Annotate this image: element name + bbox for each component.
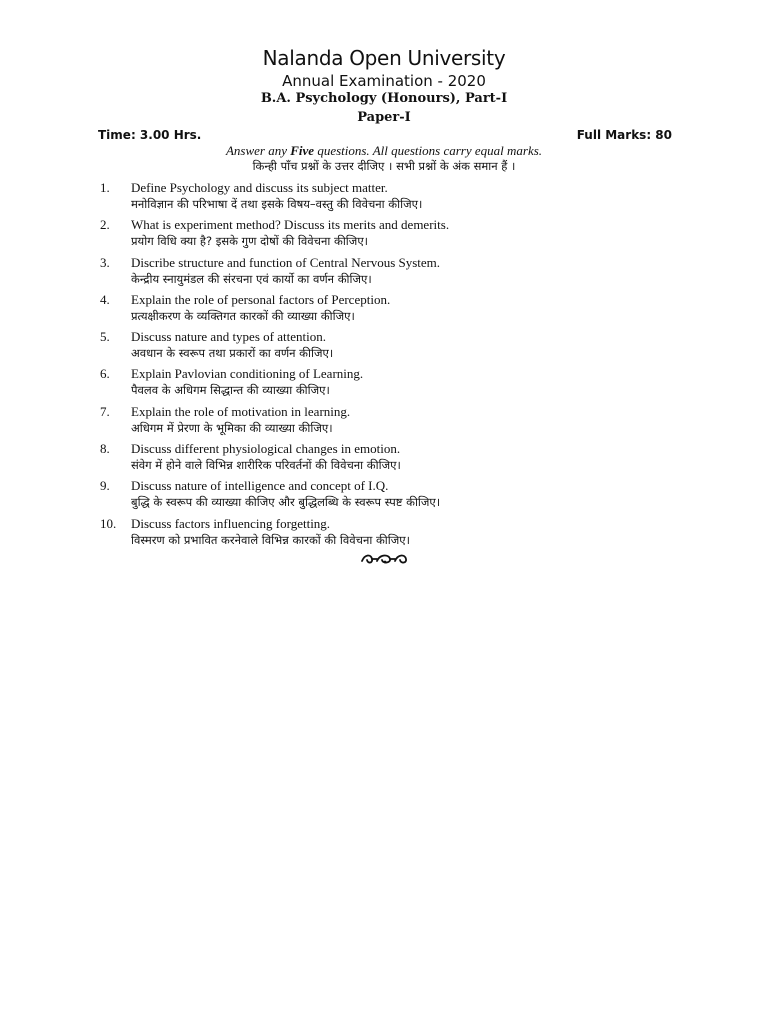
question-item [100, 217, 700, 254]
instructions-english-bold: Five [290, 143, 315, 158]
question-hindi: केन्द्रीय स्नायुमंडल की संरचना एवं कार्यो का वर्णन कीजिए। [131, 271, 372, 286]
question-number: 6. [100, 366, 110, 382]
question-number: 8. [100, 441, 110, 457]
course-title: B.A. Psychology (Honours), Part-I [260, 91, 508, 106]
question-hindi: विस्मरण को प्रभावित करनेवाले विभिन्न कारकों की विवेचना कीजिए। [131, 532, 411, 547]
question-english: Explain Pavlovian conditioning of Learning. [131, 366, 364, 382]
university-name: Nalanda Open University [262, 46, 506, 70]
end-flourish-icon [359, 552, 411, 571]
exam-title: Annual Examination - 2020 [282, 72, 486, 90]
question-english: Discuss nature of intelligence and concept of I.Q. [131, 478, 389, 494]
question-number: 1. [100, 180, 110, 195]
question-english: Discribe structure and function of Central Nervous System. [131, 254, 441, 270]
question-hindi: पैवलव के अधिगम सिद्धान्त की व्याख्या कीजिए। [131, 383, 330, 398]
question-english: Discuss nature and types of attention. [131, 329, 326, 345]
question-english: Explain the role of motivation in learning. [131, 403, 351, 419]
question-number: 4. [100, 291, 110, 307]
instructions-english-before: Answer any [225, 143, 291, 158]
question-number: 7. [100, 403, 110, 419]
question-number: 5. [100, 329, 110, 345]
question-number: 2. [100, 217, 110, 233]
paper-number: Paper-I [357, 110, 411, 125]
question-item [100, 329, 700, 366]
question-english: Discuss factors influencing forgetting. [131, 515, 331, 531]
question-hindi: संवेग में होने वाले विभिन्न शारीरिक परिवर्तनों की विवेचना कीजिए। [131, 458, 401, 473]
question-hindi: प्रत्यक्षीकरण के व्यक्तिगत कारकों की व्याख्या कीजिए। [131, 308, 355, 323]
question-english: Define Psychology and discuss its subject matter. [131, 180, 388, 195]
question-hindi: अवधान के स्वरूप तथा प्रकारों का वर्णन कीजिए। [131, 346, 334, 361]
question-hindi: बुद्धि के स्वरूप की व्याख्या कीजिए और बुद्धिलब्धि के स्वरूप स्पष्ट कीजिए। [131, 495, 441, 510]
question-hindi: अधिगम में प्रेरणा के भूमिका की व्याख्या कीजिए। [131, 420, 333, 435]
full-marks: Full Marks: 80 [576, 128, 672, 142]
instructions-english [0, 143, 768, 159]
question-number: 10. [100, 515, 117, 531]
question-item [100, 255, 700, 292]
question-number: 3. [100, 254, 110, 270]
question-english: Discuss different physiological changes in emotion. [131, 441, 401, 457]
question-item [100, 180, 700, 217]
question-item [100, 404, 700, 441]
question-item [100, 292, 700, 329]
question-hindi: मनोविज्ञान की परिभाषा दें तथा इसके विषय–वस्तु की विवेचना कीजिए। [131, 197, 423, 211]
question-item [100, 441, 700, 478]
question-number: 9. [100, 478, 110, 494]
instructions-hindi: किन्ही पाँच प्रश्नों के उत्तर दीजिए । सभी प्रश्नों के अंक समान हैं । [252, 159, 516, 173]
question-english: Explain the role of personal factors of Perception. [131, 291, 391, 307]
question-hindi: प्रयोग विधि क्या है? इसके गुण दोषों की विवेचना कीजिए। [131, 234, 369, 249]
question-item [100, 478, 700, 515]
question-list [100, 180, 700, 553]
question-item [100, 516, 700, 553]
time-allowed: Time: 3.00 Hrs. [98, 128, 202, 142]
question-english: What is experiment method? Discuss its merits and demerits. [131, 217, 450, 233]
question-item [100, 366, 700, 403]
instructions-english-after: questions. All questions carry equal marks. [314, 143, 543, 158]
